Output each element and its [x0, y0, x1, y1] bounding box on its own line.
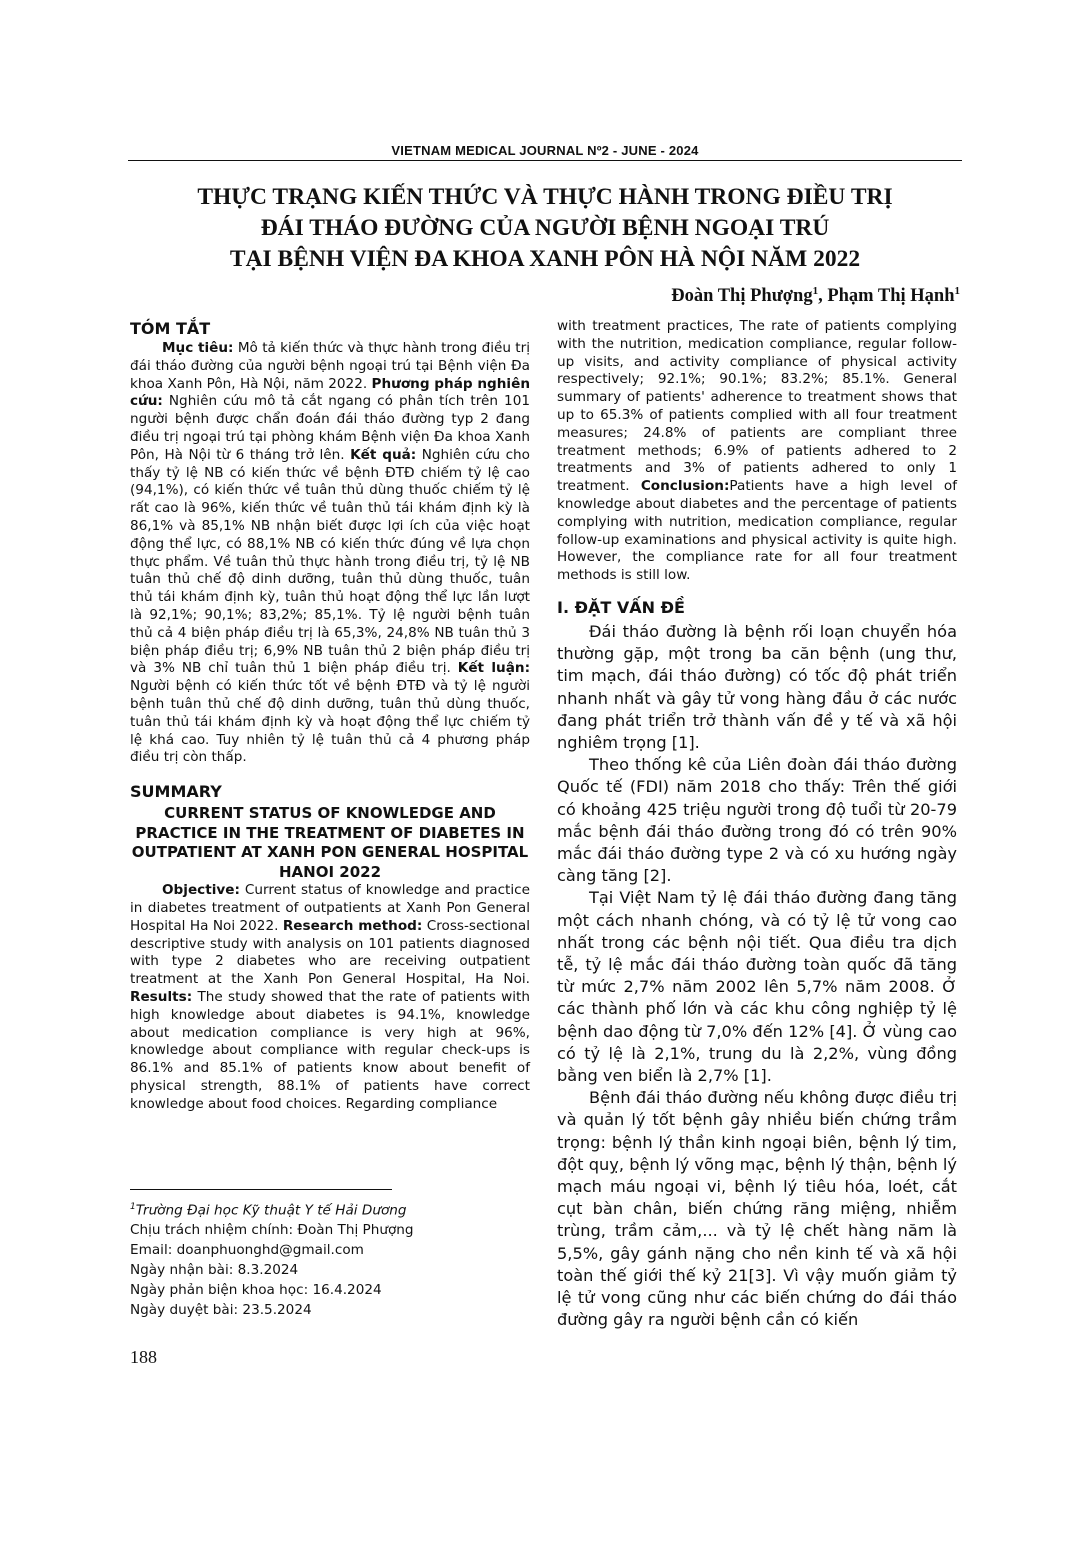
- objective-label: Objective:: [162, 882, 240, 899]
- header-rule: [128, 160, 962, 161]
- running-head: VIETNAM MEDICAL JOURNAL Nº2 - JUNE - 2024: [391, 143, 699, 158]
- author-1-affiliation: 1: [812, 285, 819, 297]
- results-label: Results:: [130, 988, 193, 1005]
- phuong-phap-text: Nghiên cứu mô tả cắt ngang có phân tích trên 101 người bệnh được chẩn đoán đái tháo đường typ 2 đang điều trị ngoại trú tại phòng khám Bệnh viện Đa khoa Xanh Pôn, Hà Nội từ 6 tháng trở lên.: [130, 393, 530, 463]
- summary-abstract-part-1: [130, 882, 530, 1113]
- summary-abstract-part-2: [557, 318, 957, 585]
- page-number: 188: [130, 1347, 157, 1367]
- footnotes: [130, 1198, 530, 1320]
- footnote-corresponding-author: Chịu trách nhiệm chính: Đoàn Thị Phượng: [130, 1222, 414, 1239]
- ket-qua-text: Nghiên cứu cho thấy tỷ lệ NB có kiến thức về bệnh ĐTĐ chiếm tỷ lệ cao (94,1%), có kiến thức về tuân thủ dùng thuốc chiếm tỷ lệ rất cao là 96%, kiến thức về tuân thủ tái khám định kỳ là 86,1% và 85,1% NB nhận biết được lợi ích của việc hoạt động thể lực, có 88,1% NB có kiến thức đúng về lựa chọn thực phẩm. Về tuân thủ thực hành trong điều trị, tỷ lệ NB tuân thủ chế độ dinh dưỡng, tuân thủ dùng thuốc, tuân thủ tái khám định kỳ, tuân thủ hoạt động thể lực lần lượt là 92,1%; 90,1%; 83,2%; 85,1%. Tỷ lệ người bệnh tuân thủ cả 4 biện pháp điều trị là 65,3%, 24,8% NB tuân thủ 3 biện pháp điều trị; 6,9% NB tuân thủ 2 biện pháp điều trị và 3% NB chỉ tuân thủ 1 biện pháp điều trị.: [130, 446, 530, 677]
- introduction-heading: I. ĐẶT VẤN ĐỀ: [557, 597, 685, 617]
- author-2: Phạm Thị Hạnh: [827, 286, 955, 307]
- footnote-rule: [130, 1189, 392, 1190]
- footnote-affiliation: [130, 1198, 530, 1221]
- title-line-1: THỰC TRẠNG KIẾN THỨC VÀ THỰC HÀNH TRONG ĐIỀU TRỊ: [197, 184, 893, 210]
- intro-paragraph-3: Tại Việt Nam tỷ lệ đái tháo đường đang tăng một cách nhanh chóng, và có tỷ lệ tử vong cao nhất trong các bệnh nội tiết. Qua điều tra dịch tễ, tỷ lệ mắc đái tháo đường toàn quốc đã tăng từ mức 2,7% năm 2002 lên 5,7% năm 2008. Ở các thành phố lớn và các khu công nghiệp tỷ lệ bệnh dao động từ 7,0% đến 12% [4]. Ở vùng cao có tỷ lệ là 2,1%, trung du là 2,2%, vùng đồng bằng ven biển là 2,7% [1].: [557, 888, 957, 1086]
- footnote-accepted-date: Ngày duyệt bài: 23.5.2024: [130, 1301, 312, 1318]
- objective-text: Current status of knowledge and practice in diabetes treatment of outpatients at Xanh Pon General Hospital Ha Noi 2022.: [130, 882, 530, 934]
- author-1: Đoàn Thị Phượng: [671, 286, 813, 307]
- author-separator: ,: [818, 286, 828, 307]
- footnote-email: Email: doanphuonghd@gmail.com: [130, 1242, 364, 1259]
- summary-title: CURRENT STATUS OF KNOWLEDGE AND PRACTICE IN THE TREATMENT OF DIABETES IN OUTPATIENT AT XANH PON GENERAL HOSPITAL HANOI 2022: [131, 804, 529, 881]
- left-column: [130, 318, 530, 1113]
- title-line-3: TẠI BỆNH VIỆN ĐA KHOA XANH PÔN HÀ NỘI NĂM 2022: [229, 246, 861, 272]
- tom-tat-heading: TÓM TẮT: [130, 319, 211, 338]
- phuong-phap-label: Phương pháp nghiên cứu:: [130, 375, 530, 410]
- intro-paragraph-4: Bệnh đái tháo đường nếu không được điều trị và quản lý tốt bệnh gây nhiều biến chứng trầm trọng: bệnh lý thần kinh ngoại biên, bệnh lý tim, đột quỵ, bệnh lý võng mạc, bệnh lý thận, bệnh lý mạch máu ngoại vi, bệnh lý tiêu hóa, loét, cắt cụt bàn chân, biến chứng răng miệng, nhiễm trùng, trầm cảm,... và tỷ lệ chết hàng năm là 5,5%, gây gánh nặng cho nền kinh tế và xã hội toàn thế giới thế kỷ 21[3]. Vì vậy muốn giảm tỷ lệ tử vong cũng như các biến chứng do đái tháo đường gây ra người bệnh cần có kiến: [557, 1088, 957, 1330]
- affiliation-text: Trường Đại học Kỹ thuật Y tế Hải Dương: [135, 1202, 407, 1219]
- muc-tieu-label: Mục tiêu:: [162, 340, 234, 356]
- intro-paragraph-1: Đái tháo đường là bệnh rối loạn chuyển hóa thường gặp, một trong ba căn bệnh (ung thư, tim mạch, đái tháo đường) có tốc độ phát triển nhanh nhất và gây tử vong hàng đầu ở các nước đang phát triển trở thành vấn đề y tế và xã hội nghiêm trọng [1].: [557, 621, 957, 752]
- article-title: [128, 182, 962, 275]
- results-text-right: with treatment practices, The rate of patients complying with the nutrition, medication compliance, regular follow-up visits, and activity compliance of physical activity respectively; 92.1%; 90.1%; 83.2%; 85.1%. General summary of patients' adherence to treatment shows that up to 65.3% of patients complied with all four treatment measures; 24.8% of patients are compliant three treatment methods; 6.9% of patients adhered to 2 treatments and 3% of patients adhered to only 1 treatment.: [557, 318, 957, 495]
- muc-tieu-text: Mô tả kiến thức và thực hành trong điều trị đái tháo đường của người bệnh ngoại trú tại Bệnh viện Đa khoa Xanh Pôn, Hà Nội, năm 2022.: [130, 340, 530, 392]
- tom-tat-abstract: [130, 340, 530, 767]
- ket-luan-text: Người bệnh có kiến thức tốt về bệnh ĐTĐ và tỷ lệ người bệnh tuân thủ chế độ dinh dưỡng, tuân thủ dùng thuốc, tuân thủ tái khám định kỳ và hoạt động thể lực chiếm tỷ lệ khá cao. Tuy nhiên tỷ lệ tuân thủ cả 4 phương pháp điều trị còn thấp.: [130, 678, 530, 766]
- author-line: [671, 285, 960, 307]
- ket-luan-label: Kết luận:: [457, 660, 531, 677]
- method-label: Research method:: [282, 917, 423, 934]
- results-text-left: The study showed that the rate of patients with high knowledge about diabetes is 94.1%, knowledge about medication compliance is very high at 96%, knowledge about compliance with regular check-ups is 86.1% and 85.1% of patients know about benefit of physical strength, 88.1% of patients have correct knowledge about food choices. Regarding compliance: [130, 988, 530, 1112]
- method-text: Cross-sectional descriptive study with analysis on 101 patients diagnosed with type 2 diabetes who are receiving outpatient treatment at the Xanh Pon General Hospital, Ha Noi.: [130, 917, 530, 988]
- ket-qua-label: Kết quả:: [350, 446, 417, 463]
- footnote-received-date: Ngày nhận bài: 8.3.2024: [130, 1261, 299, 1278]
- author-2-affiliation: 1: [954, 285, 960, 297]
- affiliation-marker: 1: [130, 1202, 136, 1212]
- introduction-body: [557, 621, 957, 1332]
- conclusion-label: Conclusion:: [640, 478, 730, 495]
- footnote-review-date: Ngày phản biện khoa học: 16.4.2024: [130, 1281, 382, 1298]
- conclusion-text: Patients have a high level of knowledge about diabetes and the percentage of patients complying with nutrition, medication compliance, regular follow-up examinations and physical activity is quite high. However, the compliance rate for all four treatment methods is still low.: [557, 478, 957, 584]
- title-line-2: ĐÁI THÁO ĐƯỜNG CỦA NGƯỜI BỆNH NGOẠI TRÚ: [260, 215, 830, 241]
- intro-paragraph-2: Theo thống kê của Liên đoàn đái tháo đường Quốc tế (FDI) năm 2018 cho thấy: Trên thế giới có khoảng 425 triệu người trong độ tuổi từ 20-79 mắc bệnh đái tháo đường trong đó có trên 90% mắc đái tháo đường type 2 và có xu hướng ngày càng tăng [2].: [557, 755, 957, 886]
- summary-heading: SUMMARY: [130, 782, 222, 802]
- right-column: [557, 318, 957, 1331]
